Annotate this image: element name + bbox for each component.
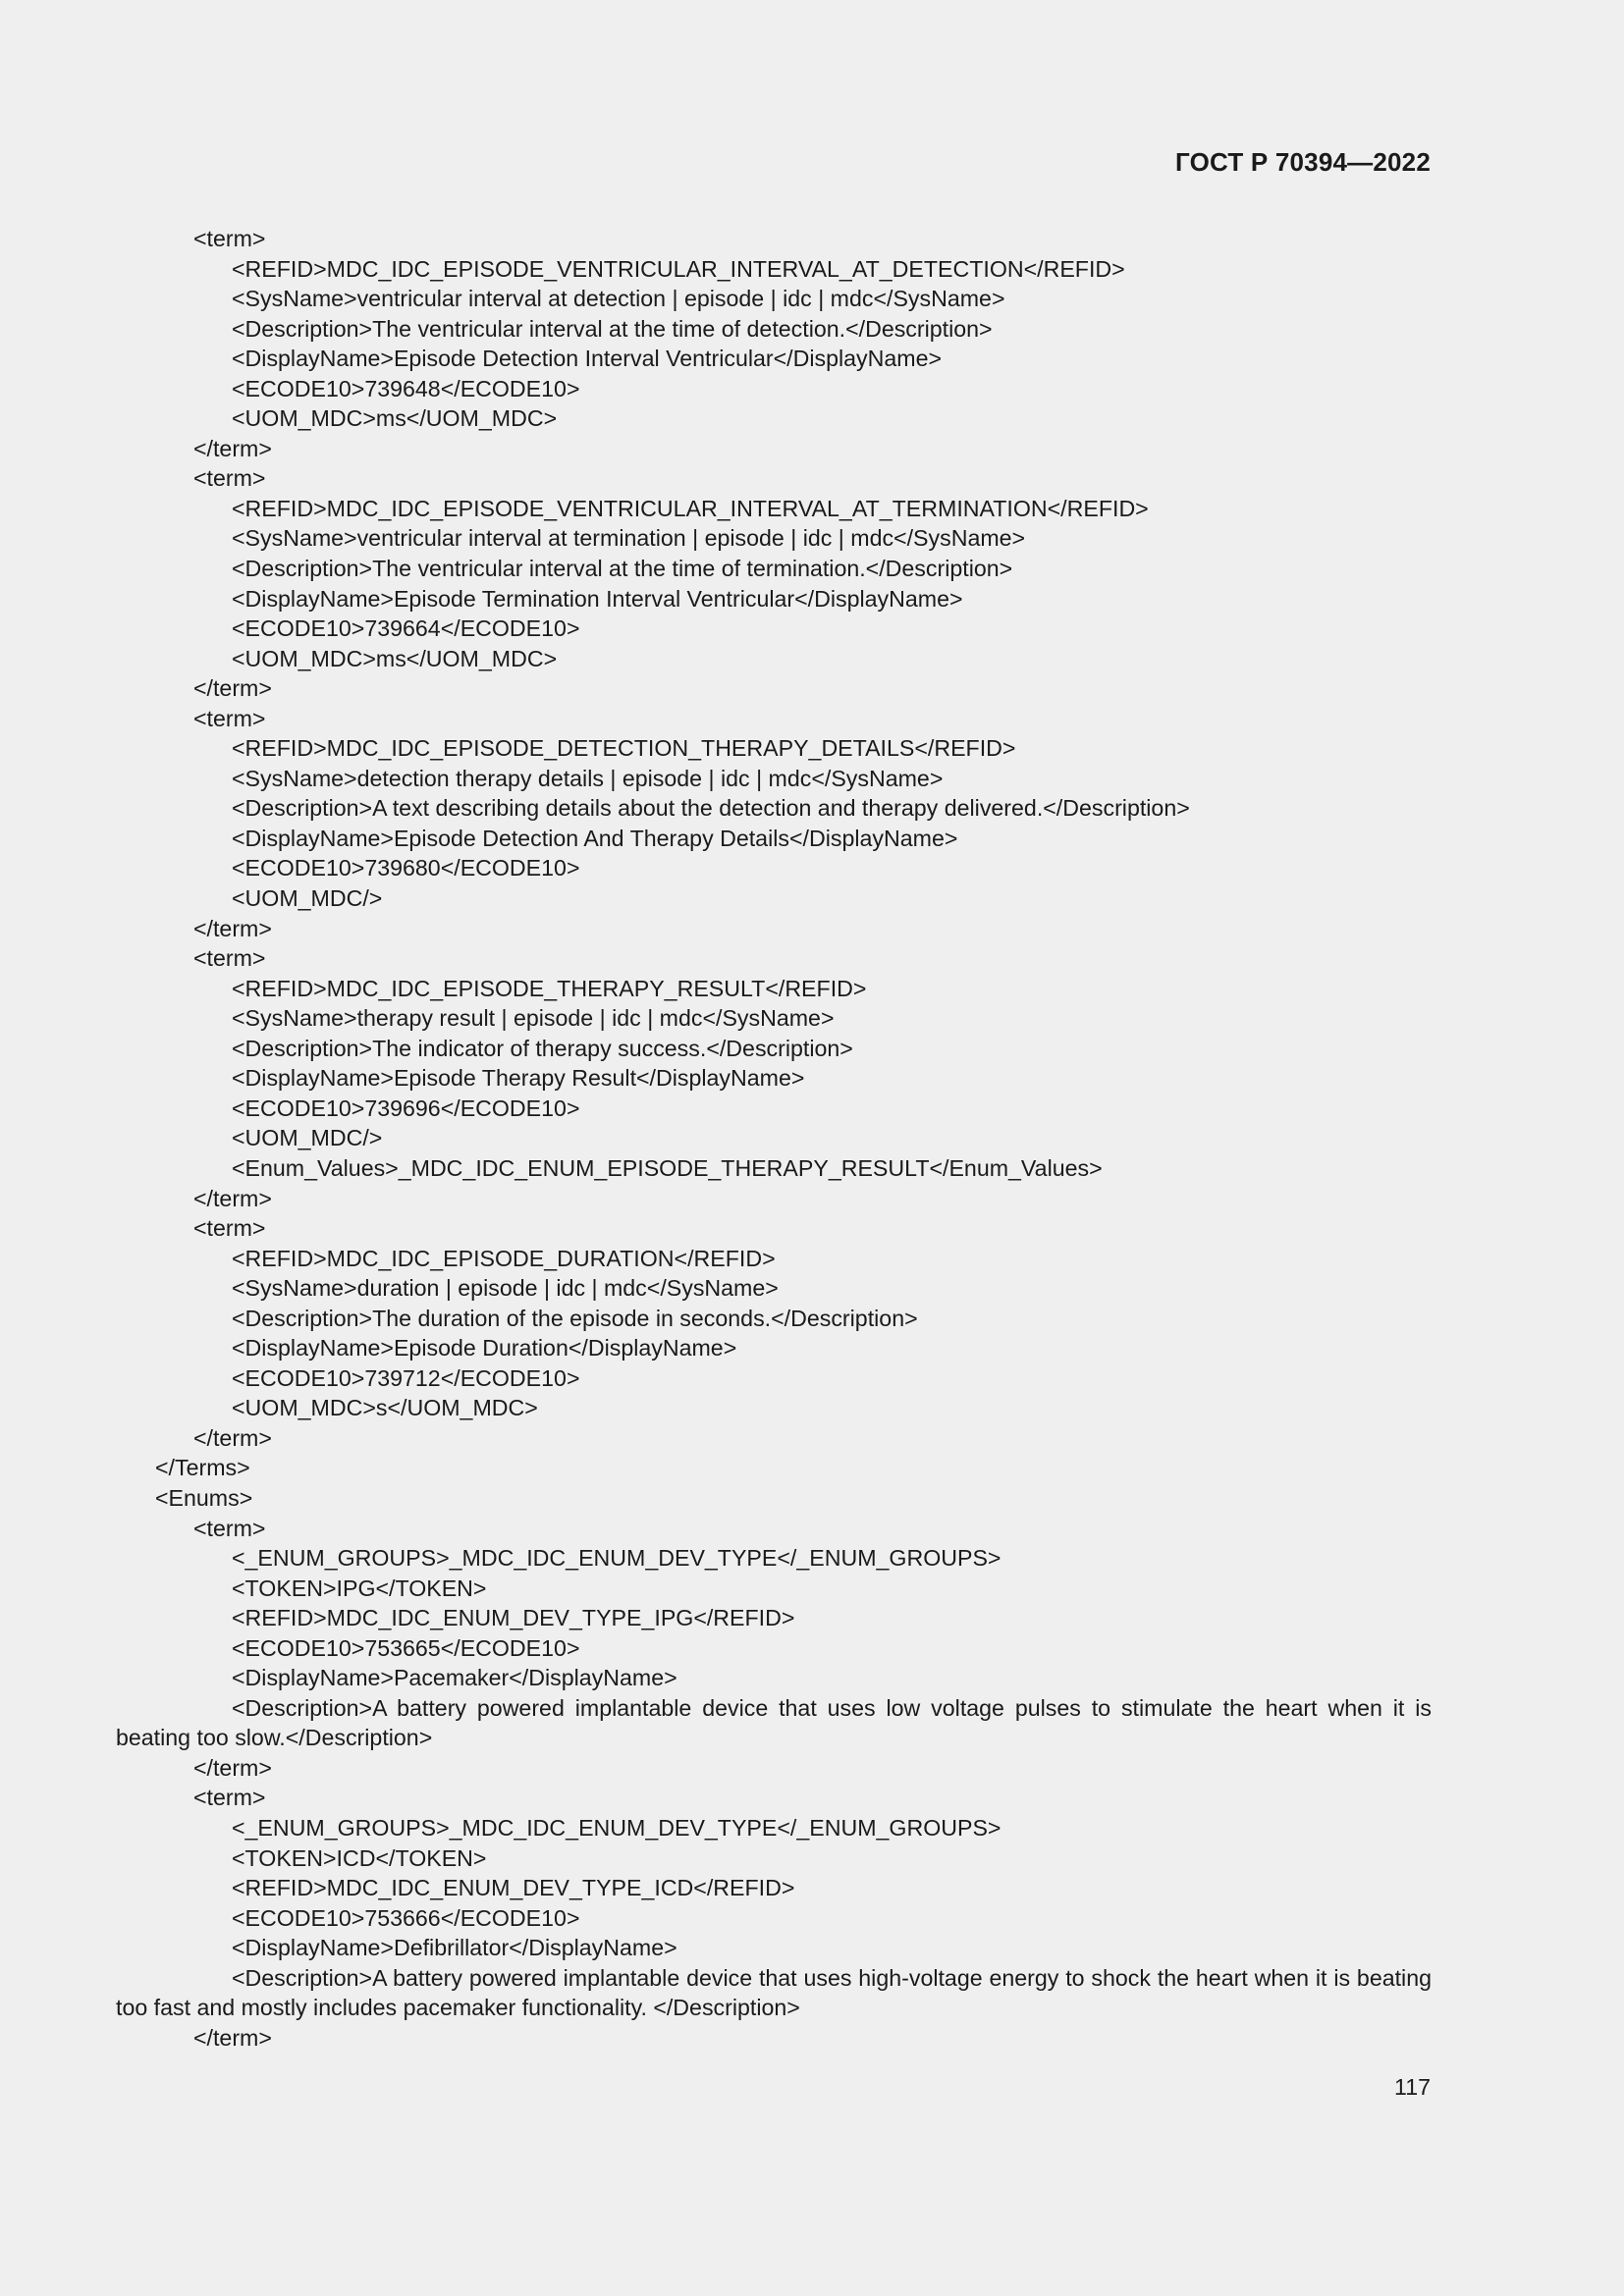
code-line: <SysName>ventricular interval at detection | episode | idc | mdc</SysName>	[232, 286, 1005, 312]
code-line: <UOM_MDC>ms</UOM_MDC>	[232, 645, 558, 671]
code-line: <DisplayName>Defibrillator</DisplayName>	[232, 1935, 677, 1961]
code-line: <REFID>MDC_IDC_EPISODE_THERAPY_RESULT</REFID>	[232, 975, 867, 1001]
code-line: <SysName>ventricular interval at termination | episode | idc | mdc</SysName>	[232, 525, 1026, 552]
code-line: <DisplayName>Episode Termination Interval Ventricular</DisplayName>	[232, 585, 963, 612]
code-line: <_ENUM_GROUPS>_MDC_IDC_ENUM_DEV_TYPE</_ENUM_GROUPS>	[232, 1814, 1001, 1841]
code-line: <ECODE10>739664</ECODE10>	[232, 615, 580, 642]
code-line: <REFID>MDC_IDC_EPISODE_DETECTION_THERAPY_DETAILS</REFID>	[232, 735, 1016, 762]
code-line: </term>	[193, 1754, 272, 1781]
code-line: <DisplayName>Episode Duration</DisplayName>	[232, 1335, 737, 1362]
code-line: <DisplayName>Pacemaker</DisplayName>	[232, 1665, 677, 1691]
code-line: </Terms>	[155, 1455, 250, 1481]
code-line: <Enums>	[155, 1484, 253, 1511]
code-line: </term>	[193, 915, 272, 941]
code-line: <Description>A battery powered implantable device that uses low voltage pulses to stimulate the heart when it is beating too slow.</Description>	[116, 1694, 1432, 1751]
code-line: <TOKEN>IPG</TOKEN>	[232, 1575, 487, 1601]
code-line: <REFID>MDC_IDC_ENUM_DEV_TYPE_IPG</REFID>	[232, 1605, 795, 1631]
code-line: <ECODE10>753665</ECODE10>	[232, 1634, 580, 1661]
code-line: <DisplayName>Episode Detection Interval Ventricular</DisplayName>	[232, 346, 943, 372]
code-line: <term>	[193, 1215, 266, 1242]
code-line: <UOM_MDC>s</UOM_MDC>	[232, 1395, 538, 1421]
standard-header: ГОСТ Р 70394—2022	[1175, 147, 1431, 177]
code-line: </term>	[193, 2024, 272, 2051]
page-number: 117	[1394, 2074, 1431, 2100]
code-line: <ECODE10>739680</ECODE10>	[232, 855, 580, 881]
code-line: <ECODE10>739712</ECODE10>	[232, 1364, 580, 1391]
code-line: <term>	[193, 465, 266, 492]
code-line: <Description>The ventricular interval at the time of termination.</Description>	[232, 556, 1013, 582]
code-line: <SysName>detection therapy details | episode | idc | mdc</SysName>	[232, 765, 944, 791]
code-line: <term>	[193, 226, 266, 251]
code-line: </term>	[193, 675, 272, 702]
code-line: <Description>A text describing details about the detection and therapy delivered.</Description>	[232, 795, 1190, 822]
code-line: <UOM_MDC/>	[232, 885, 383, 912]
code-line: <Enum_Values>_MDC_IDC_ENUM_EPISODE_THERAPY_RESULT</Enum_Values>	[232, 1154, 1103, 1181]
code-line: <REFID>MDC_IDC_EPISODE_DURATION</REFID>	[232, 1245, 776, 1271]
code-line: <Description>The ventricular interval at the time of detection.</Description>	[232, 315, 993, 342]
code-line: <DisplayName>Episode Detection And Therapy Details</DisplayName>	[232, 825, 958, 851]
code-line: <Description>A battery powered implantable device that uses high-voltage energy to shock the heart when it is beating too fast and mostly includes pacemaker functionality. </Description>	[116, 1964, 1432, 2021]
code-line: <DisplayName>Episode Therapy Result</DisplayName>	[232, 1065, 805, 1092]
code-line: <_ENUM_GROUPS>_MDC_IDC_ENUM_DEV_TYPE</_ENUM_GROUPS>	[232, 1545, 1001, 1572]
code-line: <REFID>MDC_IDC_EPISODE_VENTRICULAR_INTERVAL_AT_TERMINATION</REFID>	[232, 495, 1149, 521]
code-line: <ECODE10>739648</ECODE10>	[232, 375, 580, 401]
code-line: <ECODE10>753666</ECODE10>	[232, 1904, 580, 1931]
code-line: </term>	[193, 1424, 272, 1451]
xml-listing	[116, 224, 1432, 2053]
code-line: <UOM_MDC>ms</UOM_MDC>	[232, 405, 558, 432]
code-line: <SysName>duration | episode | idc | mdc</SysName>	[232, 1275, 779, 1302]
code-line: <TOKEN>ICD</TOKEN>	[232, 1844, 487, 1871]
code-line: <Description>The indicator of therapy success.</Description>	[232, 1035, 853, 1061]
code-line: <REFID>MDC_IDC_ENUM_DEV_TYPE_ICD</REFID>	[232, 1875, 795, 1901]
code-line: <UOM_MDC/>	[232, 1125, 383, 1151]
code-line: <Description>The duration of the episode in seconds.</Description>	[232, 1305, 918, 1331]
code-line: <term>	[193, 945, 266, 972]
code-line: </term>	[193, 1185, 272, 1211]
code-line: <term>	[193, 1515, 266, 1541]
code-line: <ECODE10>739696</ECODE10>	[232, 1095, 580, 1121]
code-line: <REFID>MDC_IDC_EPISODE_VENTRICULAR_INTERVAL_AT_DETECTION</REFID>	[232, 255, 1125, 282]
code-line: </term>	[193, 435, 272, 461]
code-line: <term>	[193, 705, 266, 731]
code-line: <SysName>therapy result | episode | idc | mdc</SysName>	[232, 1005, 835, 1032]
code-line: <term>	[193, 1785, 266, 1811]
